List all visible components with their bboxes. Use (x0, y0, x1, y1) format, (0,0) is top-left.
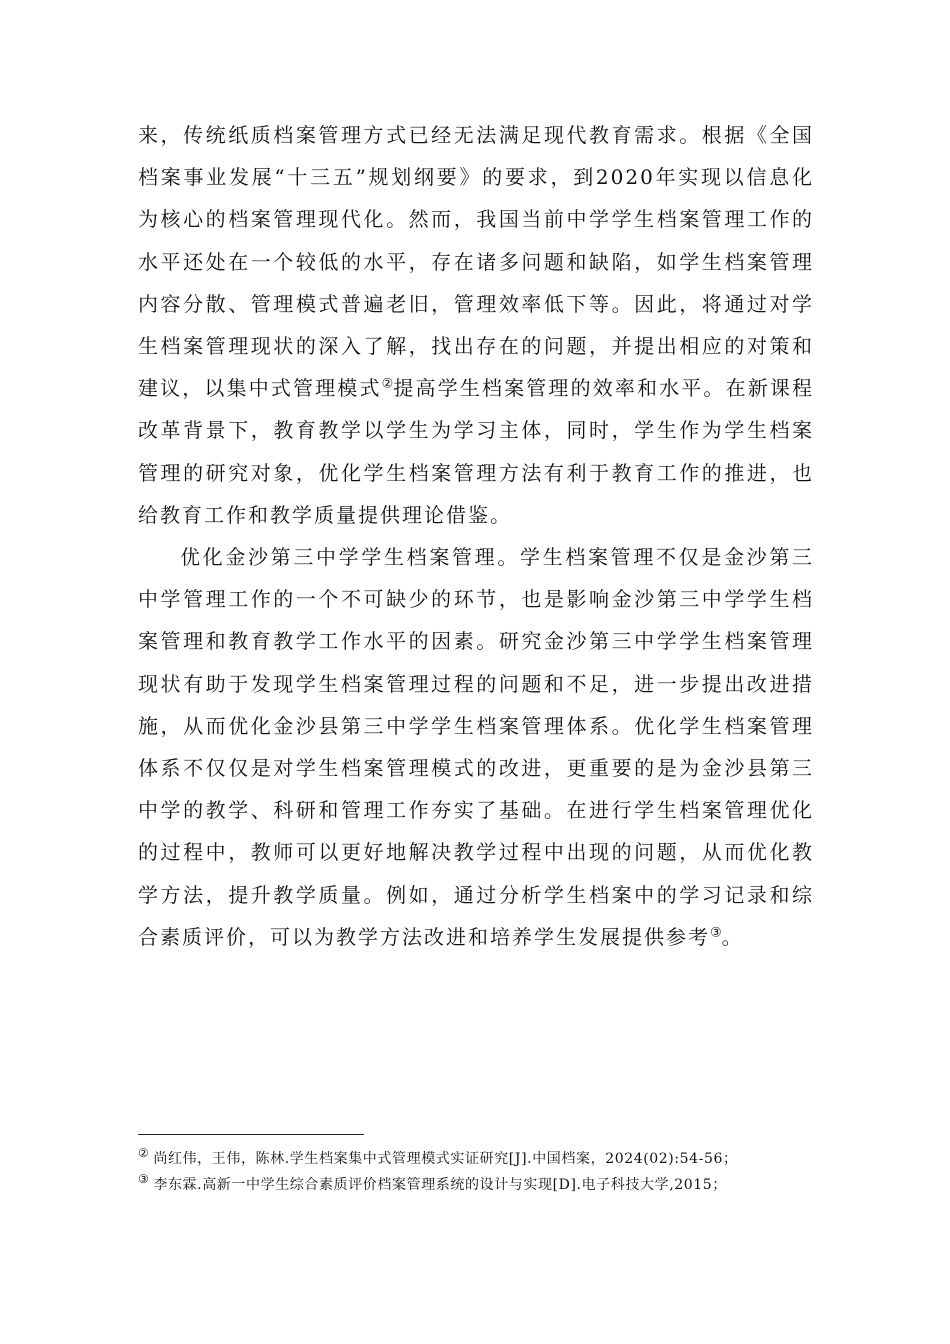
footnote-mark: ② (138, 1146, 150, 1161)
paragraph-theory (138, 536, 814, 958)
footnote-mark: ③ (138, 1172, 150, 1187)
paragraph-text: 来，传统纸质档案管理方式已经无法满足现代教育需求。根据《全国档案事业发展“十三五”规划纲要》的要求，到2020年实现以信息化为核心的档案管理现代化。然而，我国当前中学学生档案管理工作的水平还处在一个较低的水平，存在诸多问题和缺陷，如学生档案管理内容分散、管理模式普遍老旧，管理效率低下等。因此，将通过对学生档案管理现状的深入了解，找出存在的问题，并提出相应的对策和建议，以集中式管理模式 (138, 123, 814, 401)
footnotes (138, 1146, 814, 1198)
footnote-3 (138, 1172, 814, 1198)
body-text (138, 114, 814, 958)
footnote-ref-3[interactable]: ③ (710, 925, 722, 941)
paragraph-background (138, 114, 814, 536)
footnote-ref-2[interactable]: ② (381, 376, 394, 392)
paragraph-text: 提高学生档案管理的效率和水平。在新课程改革背景下，教育教学以学生为学习主体，同时，学生作为学生档案管理的研究对象，优化学生档案管理方法有利于教育工作的推进，也给教育工作和教学质量提供理论借鉴。 (138, 376, 815, 527)
footnote-text: 李东霖.高新一中学生综合素质评价档案管理系统的设计与实现[D].电子科技大学,2015； (153, 1177, 727, 1193)
footnote-text: 尚红伟，王伟，陈林.学生档案集中式管理模式实证研究[J].中国档案，2024(02):54-56； (153, 1151, 738, 1167)
footnote-2 (138, 1146, 814, 1172)
paragraph-text: 优化金沙第三中学学生档案管理。学生档案管理不仅是金沙第三中学管理工作的一个不可缺少的环节，也是影响金沙第三中学学生档案管理和教育教学工作水平的因素。研究金沙第三中学学生档案管理现状有助于发现学生档案管理过程的问题和不足，进一步提出改进措施，从而优化金沙县第三中学学生档案管理体系。优化学生档案管理体系不仅仅是对学生档案管理模式的改进，更重要的是为金沙县第三中学的教学、科研和管理工作夯实了基础。在进行学生档案管理优化的过程中，教师可以更好地解决教学过程中出现的问题，从而优化教学方法，提升教学质量。例如，通过分析学生档案中的学习记录和综合素质评价，可以为教学方法改进和培养学生发展提供参考 (138, 545, 814, 949)
paragraph-text: 。 (721, 924, 744, 949)
footnote-divider (138, 1134, 364, 1135)
